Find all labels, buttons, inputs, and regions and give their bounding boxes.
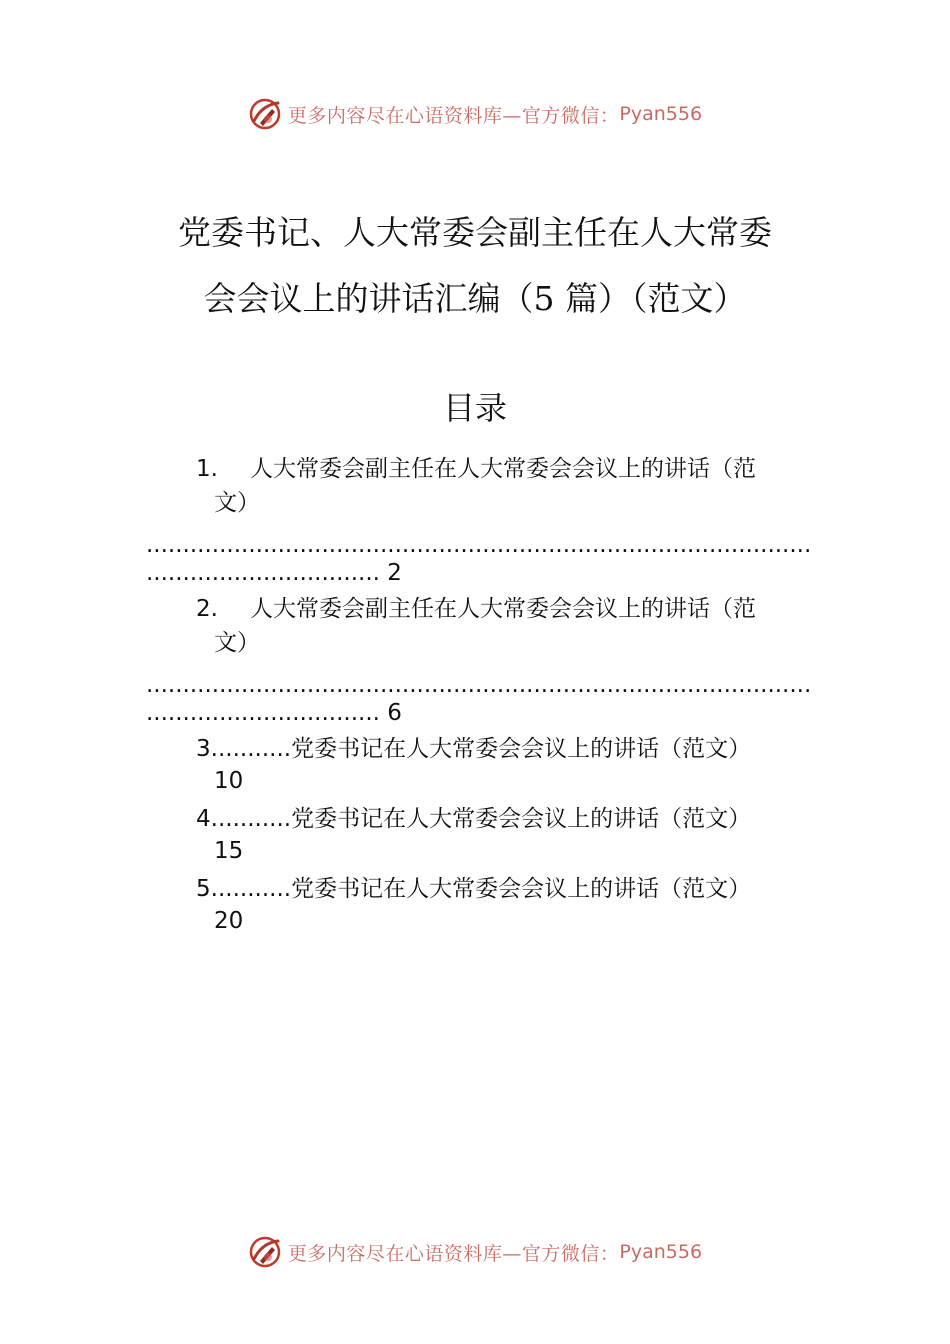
toc-item-2-number[interactable]: 2. xyxy=(196,596,218,622)
toc-item-4[interactable] xyxy=(196,802,751,836)
toc-item-3[interactable] xyxy=(196,732,751,766)
toc-heading: 目录 xyxy=(442,389,507,427)
toc-item-1-leader-2: ................................ xyxy=(146,560,380,586)
footer-watermark xyxy=(0,1232,950,1272)
toc-item-5[interactable] xyxy=(196,872,751,906)
toc-item-5-number: 5 xyxy=(196,876,211,902)
toc-item-2-title-cont[interactable]: 文） xyxy=(214,630,260,656)
document-title xyxy=(60,200,890,332)
toc-item-2-leader: ........................................................................................... xyxy=(146,672,812,698)
toc-item-4-number: 4 xyxy=(196,806,211,832)
toc-item-2-leader-2: ................................ xyxy=(146,700,380,726)
toc-item-2-page[interactable]: 6 xyxy=(387,700,402,726)
toc-item-5-title: 党委书记在人大常委会会议上的讲话（范文） xyxy=(291,876,752,902)
toc-item-3-title: 党委书记在人大常委会会议上的讲话（范文） xyxy=(291,736,752,762)
header-watermark xyxy=(0,94,950,134)
toc-item-3-leader: ........... xyxy=(210,736,292,762)
toc-item-1-leader: ........................................................................................... xyxy=(146,532,812,558)
watermark-text: 更多内容尽在心语资料库—官方微信： xyxy=(287,104,620,127)
toc-item-5-leader: ........... xyxy=(210,876,292,902)
toc-item-1-leader-end xyxy=(146,556,402,590)
toc-item-1-title-cont[interactable]: 文） xyxy=(214,490,260,516)
watermark-text: 更多内容尽在心语资料库—官方微信： xyxy=(287,1242,620,1265)
watermark-wechat-id: Pyan556 xyxy=(619,1241,703,1263)
toc-item-3-number: 3 xyxy=(196,736,211,762)
toc-item-2-leader-end xyxy=(146,696,402,730)
toc-item-1-page[interactable]: 2 xyxy=(387,560,402,586)
toc-item-2-title[interactable]: 人大常委会副主任在人大常委会会议上的讲话（范 xyxy=(250,596,756,622)
pen-logo-icon xyxy=(248,1235,282,1269)
document-title-line-2: 会会议上的讲话汇编（5 篇）（范文） xyxy=(203,279,747,318)
toc-item-4-leader: ........... xyxy=(210,806,292,832)
toc-item-1-title[interactable]: 人大常委会副主任在人大常委会会议上的讲话（范 xyxy=(250,456,756,482)
toc-item-5-page[interactable]: 20 xyxy=(214,908,244,934)
toc-item-1-number[interactable]: 1. xyxy=(196,456,218,482)
document-title-line-1: 党委书记、人大常委会副主任在人大常委 xyxy=(178,213,772,252)
pen-logo-icon xyxy=(248,97,282,131)
toc-item-4-title: 党委书记在人大常委会会议上的讲话（范文） xyxy=(291,806,752,832)
toc-item-3-page[interactable]: 10 xyxy=(214,768,244,794)
watermark-wechat-id: Pyan556 xyxy=(619,103,703,125)
toc-item-4-page[interactable]: 15 xyxy=(214,838,244,864)
